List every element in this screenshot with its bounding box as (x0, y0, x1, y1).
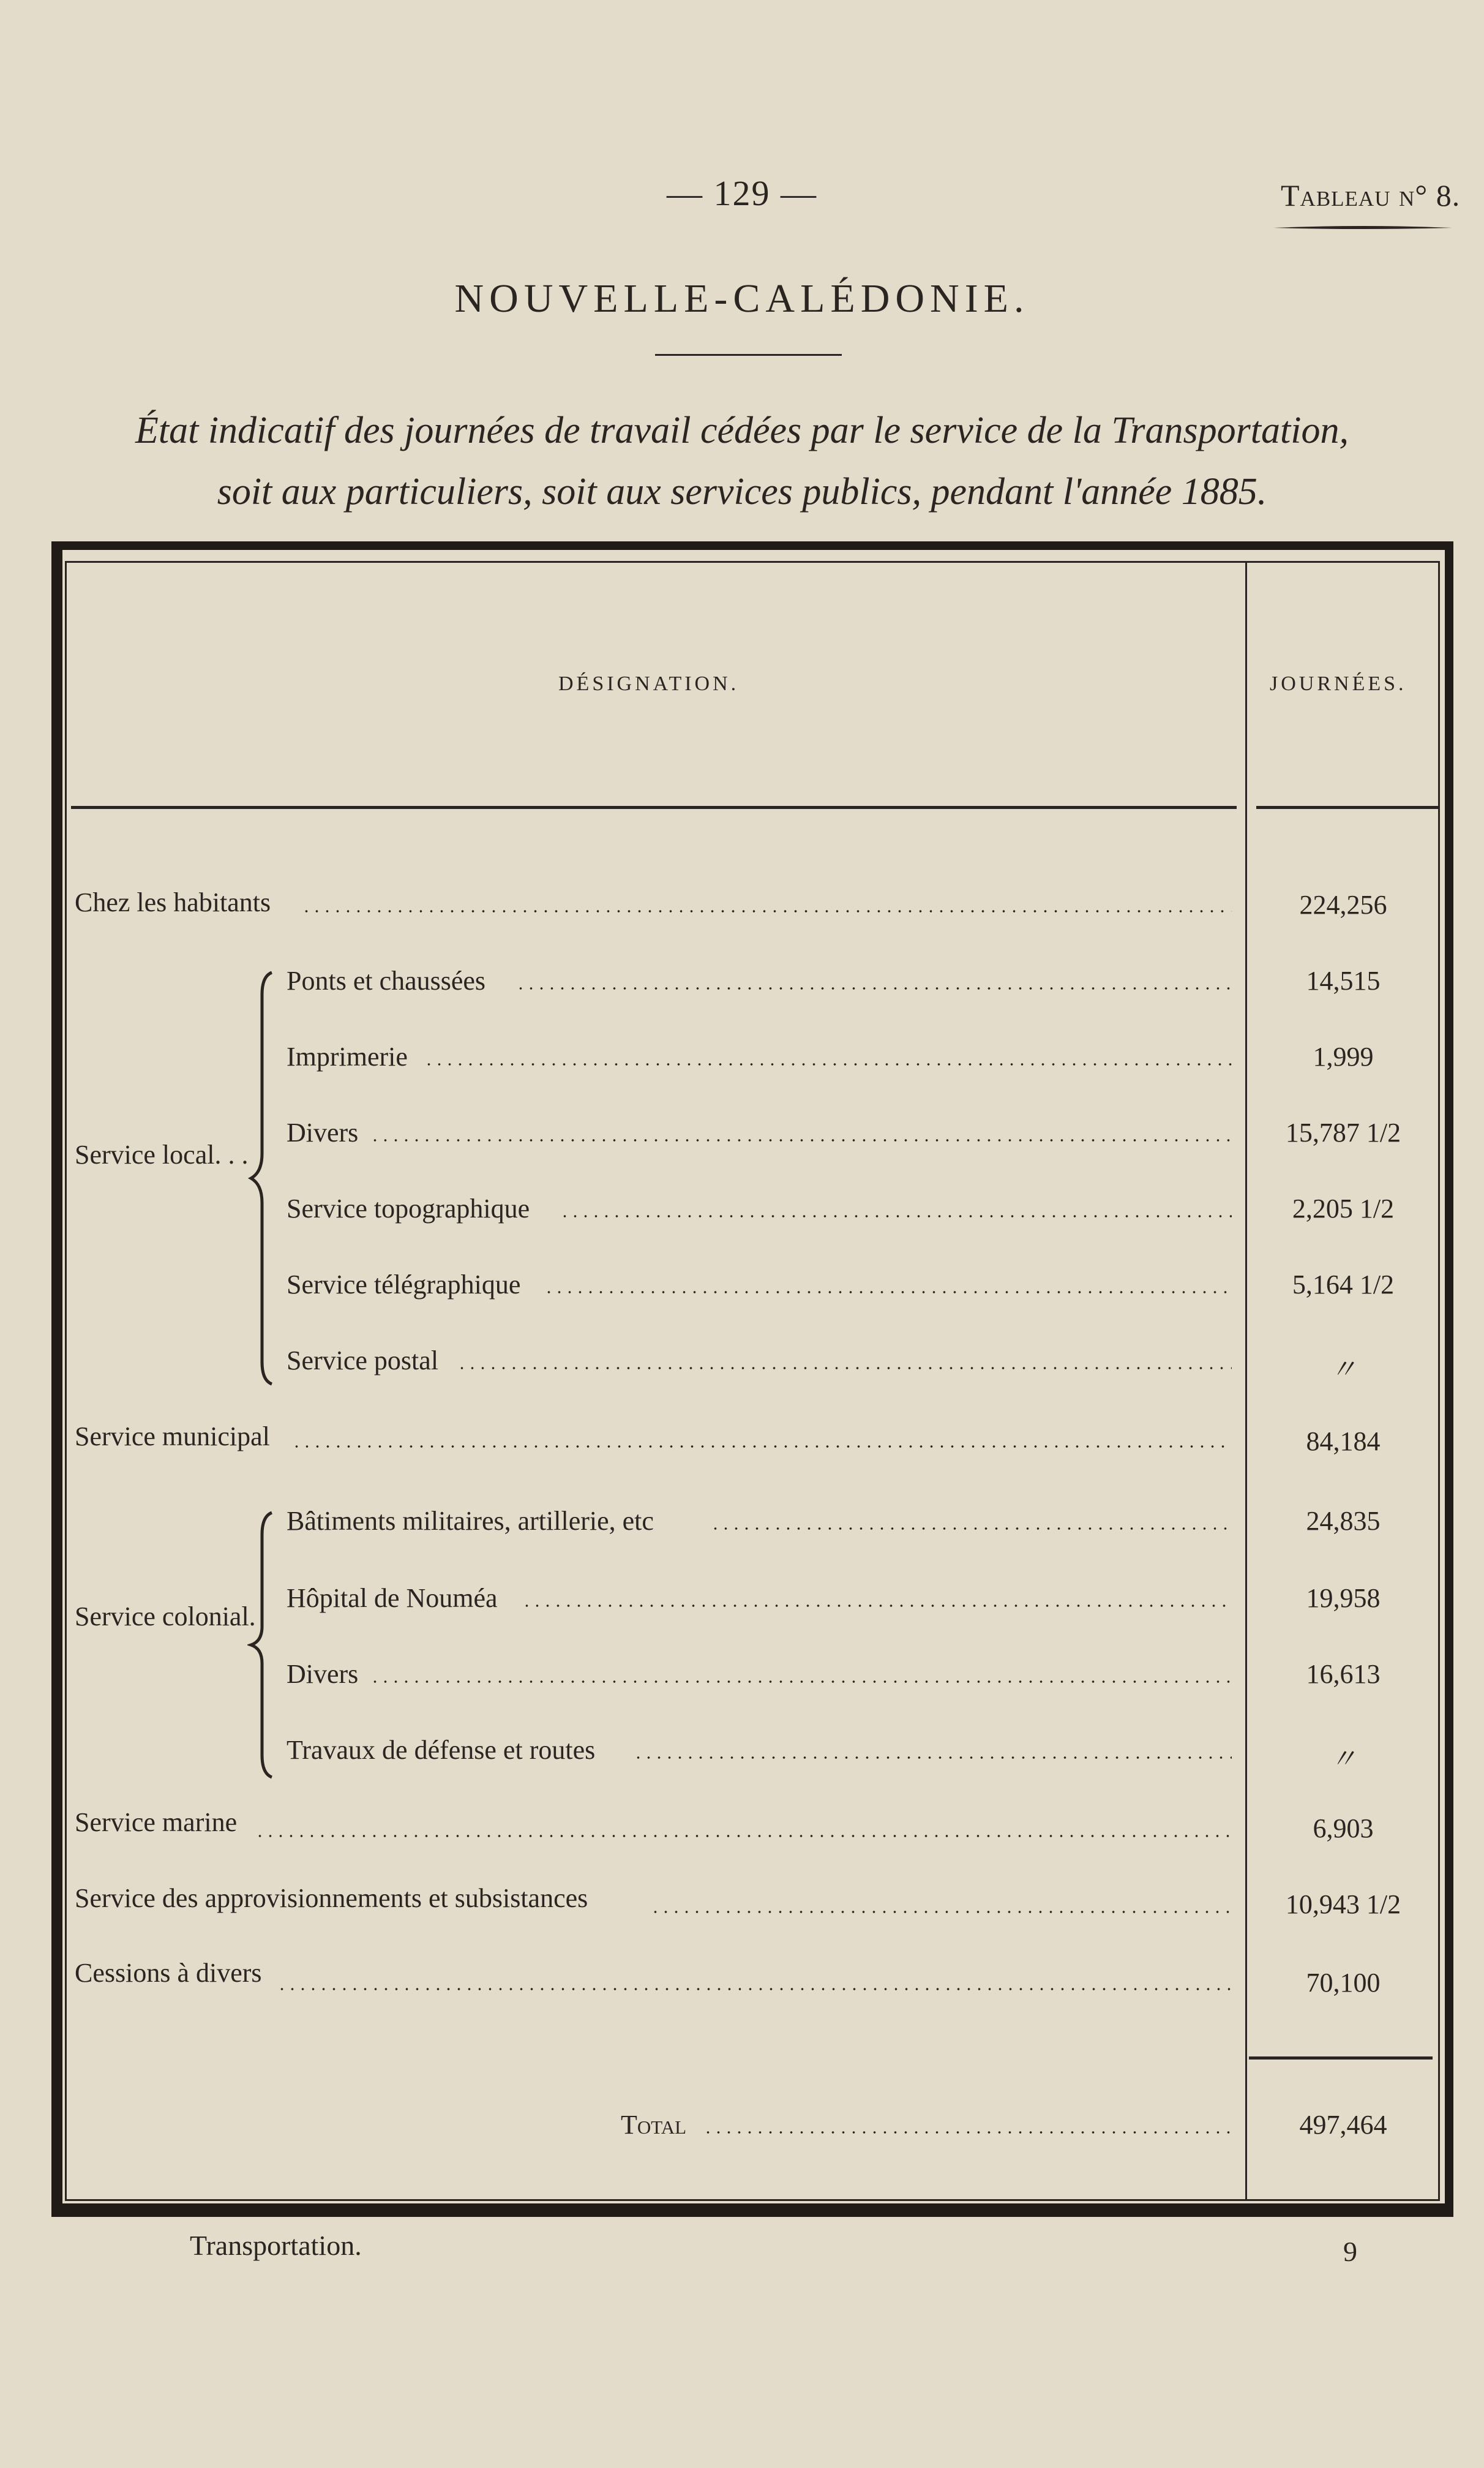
dot-leader (277, 1988, 1232, 1990)
column-header-journees: JOURNÉES. (1270, 672, 1407, 695)
dot-leader (515, 987, 1232, 990)
row-label: Service des approvisionnements et subsistances (75, 1883, 588, 1913)
tableau-underline (1273, 225, 1452, 230)
row-label: Bâtiments militaires, artillerie, etc (287, 1506, 654, 1536)
row-label: Divers (287, 1659, 359, 1689)
row-label: Service marine (75, 1807, 238, 1837)
header-rule-journees (1256, 806, 1440, 809)
row-label: Chez les habitants (75, 887, 271, 917)
row-label: Service topographique (287, 1194, 530, 1224)
tableau-label: Tableau n° 8. (1281, 178, 1461, 213)
total-value: 497,464 (1299, 2110, 1387, 2140)
dot-leader (633, 1756, 1232, 1759)
dot-leader (424, 1063, 1232, 1066)
brace-service-colonial (247, 1510, 278, 1780)
page-number: — 129 — (667, 173, 817, 213)
dot-leader (560, 1215, 1232, 1217)
group-label-service-colonial: Service colonial. (75, 1601, 256, 1631)
row-value: 84,184 (1306, 1426, 1381, 1456)
row-label: Service télégraphique (287, 1270, 521, 1300)
row-label: Cessions à divers (75, 1958, 262, 1988)
row-value: 6,903 (1313, 1813, 1374, 1843)
document-title: NOUVELLE-CALÉDONIE. (454, 276, 1030, 321)
column-header-designation: DÉSIGNATION. (558, 672, 740, 695)
row-value: 24,835 (1306, 1506, 1381, 1536)
dot-leader (650, 1911, 1232, 1913)
dot-leader (291, 1445, 1232, 1448)
row-value: 10,943 1/2 (1285, 1889, 1401, 1919)
row-value: 〃 (1330, 1744, 1357, 1774)
row-label: Ponts et chaussées (287, 966, 486, 996)
row-value: 224,256 (1299, 890, 1387, 920)
row-value: 14,515 (1306, 966, 1381, 996)
footer-signature-number: 9 (1343, 2236, 1357, 2267)
row-label: Hôpital de Nouméa (287, 1583, 498, 1613)
column-divider (1245, 561, 1247, 2201)
dot-leader (710, 1527, 1232, 1530)
row-value: 〃 (1330, 1355, 1357, 1385)
dot-leader (522, 1605, 1232, 1607)
row-value: 19,958 (1306, 1583, 1381, 1613)
total-label: Total (621, 2110, 687, 2140)
row-value: 5,164 1/2 (1292, 1270, 1395, 1300)
row-label: Divers (287, 1118, 359, 1148)
row-value: 15,787 1/2 (1285, 1118, 1401, 1148)
row-value: 16,613 (1306, 1659, 1381, 1689)
row-label: Travaux de défense et routes (287, 1735, 596, 1765)
dot-leader (370, 1680, 1232, 1683)
row-label: Service postal (287, 1345, 439, 1375)
row-label: Service municipal (75, 1421, 270, 1451)
footer-transportation: Transportation. (190, 2230, 362, 2261)
dot-leader (457, 1367, 1232, 1369)
dot-leader (703, 2131, 1232, 2134)
row-value: 2,205 1/2 (1292, 1194, 1395, 1224)
dot-leader (370, 1139, 1232, 1142)
row-value: 1,999 (1313, 1042, 1374, 1072)
row-value: 70,100 (1306, 1968, 1381, 1998)
dot-leader (301, 910, 1232, 912)
group-label-service-local: Service local. . . (75, 1140, 249, 1170)
dot-leader (544, 1291, 1232, 1293)
subtitle-line-1: État indicatif des journées de travail cédées par le service de la Transportation, (135, 410, 1349, 451)
row-label: Imprimerie (287, 1042, 408, 1072)
subtitle-line-2: soit aux particuliers, soit aux services publics, pendant l'année 1885. (217, 471, 1267, 513)
header-rule-designation (71, 806, 1237, 809)
total-rule (1249, 2056, 1433, 2060)
dot-leader (255, 1835, 1232, 1837)
title-rule (655, 354, 842, 356)
brace-service-local (247, 970, 278, 1386)
